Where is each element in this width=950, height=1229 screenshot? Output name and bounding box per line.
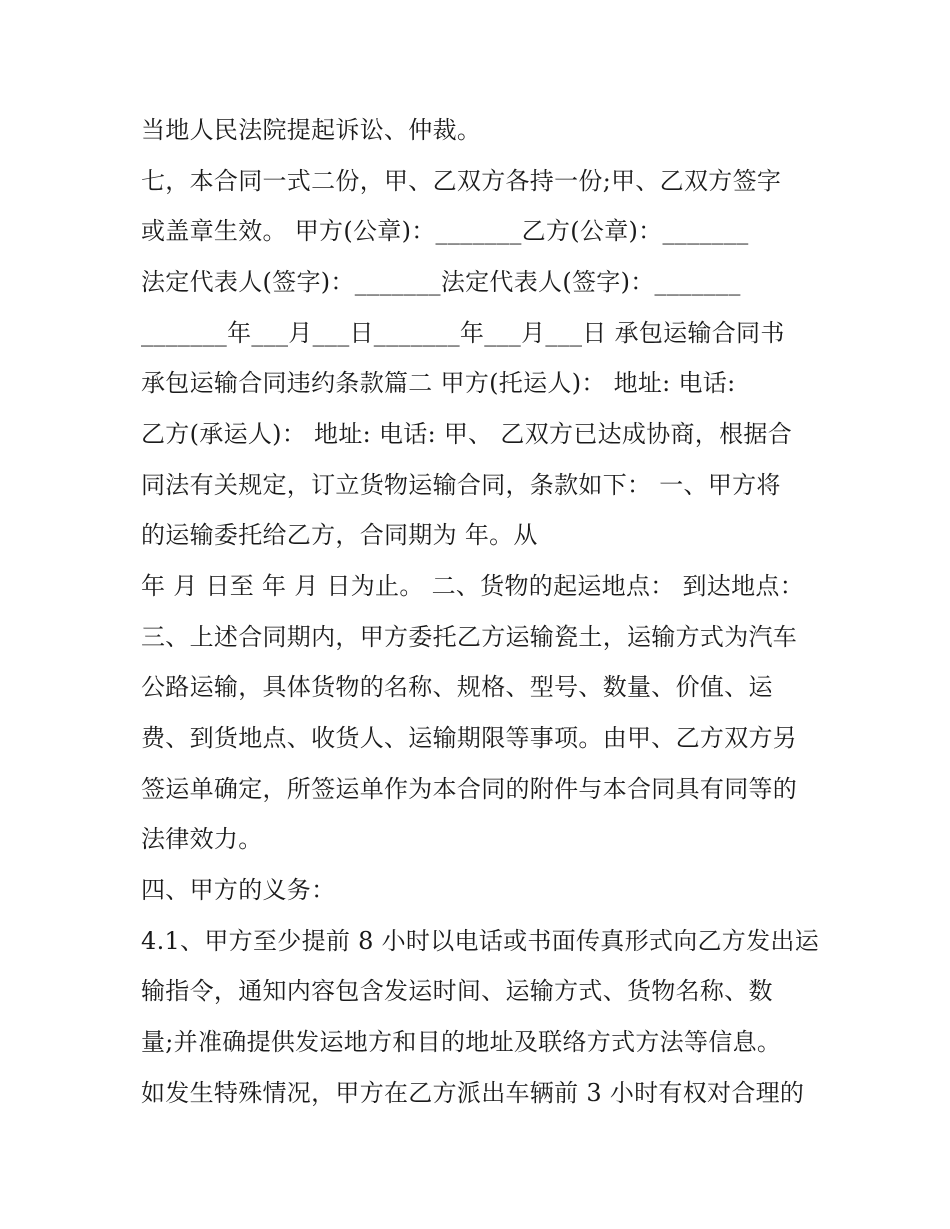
text-line: 法定代表人(签字)：_______法定代表人(签字)：_______ [141,268,741,296]
text-line: 量;并准确提供发运地方和目的地址及联络方式方法等信息。 [141,1028,782,1056]
text-line: 年 月 日至 年 月 日为止。 二、货物的起运地点： 到达地点： [141,572,805,600]
text-line: 当地人民法院提起诉讼、仲裁。 [141,116,482,144]
text-line: 输指令，通知内容包含发运时间、运输方式、货物名称、数 [141,977,773,1005]
text-line: 或盖章生效。 甲方(公章)：_______乙方(公章)：_______ [141,217,749,245]
text-line: 如发生特殊情况，甲方在乙方派出车辆前 3 小时有权对合理的 [141,1079,805,1107]
text-line: 法律效力。 [141,825,263,853]
text-line: 费、到货地点、收货人、运输期限等事项。由甲、乙方双方另 [141,724,798,752]
text-line: 三、上述合同期内，甲方委托乙方运输瓷土，运输方式为汽车 [141,623,798,651]
text-line: 四、甲方的义务： [141,876,336,904]
text-line: 承包运输合同违约条款篇二 甲方(托运人)： 地址: 电话: [141,369,736,397]
text-line: 七，本合同一式二份，甲、乙双方各持一份;甲、乙双方签字 [141,167,782,195]
text-line: 乙方(承运人)： 地址: 电话: 甲、 乙双方已达成协商，根据合 [141,420,793,448]
text-line: 公路运输，具体货物的名称、规格、型号、数量、价值、运 [141,673,773,701]
text-line: 4.1、甲方至少提前 8 小时以电话或书面传真形式向乙方发出运 [141,927,819,955]
text-line: 的运输委托给乙方，合同期为 年。从 [141,521,538,549]
text-line: 同法有关规定，订立货物运输合同，条款如下： 一、甲方将 [141,471,781,499]
text-line: 签运单确定，所签运单作为本合同的附件与本合同具有同等的 [141,775,798,803]
text-line: _______年___月___日_______年___月___日 承包运输合同书 [141,319,785,347]
